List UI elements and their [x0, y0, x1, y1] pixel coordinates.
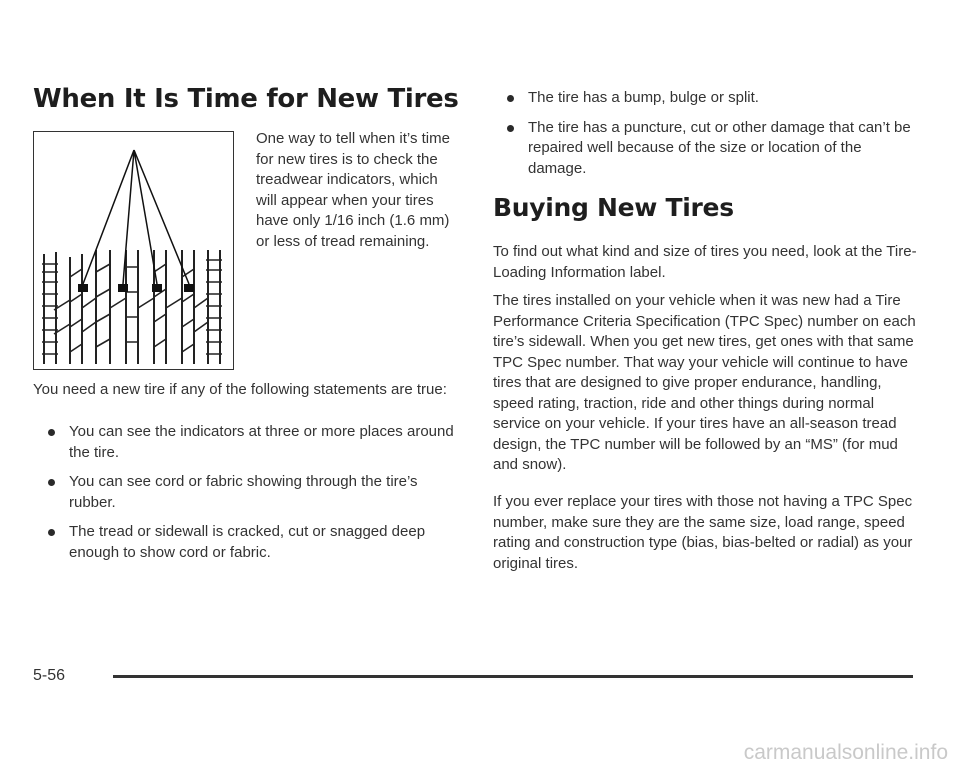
list-item: The tire has a bump, bulge or split.: [497, 88, 917, 109]
tire-damage-conditions-list: [497, 88, 917, 188]
treadwear-indicator-illustration: [33, 131, 234, 370]
tire-replacement-conditions-list: [38, 422, 468, 572]
section-heading-buying-new-tires: Buying New Tires: [493, 193, 734, 222]
lead-paragraph: You need a new tire if any of the following statements are true:: [33, 381, 447, 398]
paragraph-replacement-tires: If you ever replace your tires with those not having a TPC Spec number, make sure they are the same size, load range, speed rating and construction type (bias, bias-belted or radial) as your original tires.: [493, 493, 913, 572]
list-item: The tread or sidewall is cracked, cut or snagged deep enough to show cord or fabric.: [38, 522, 468, 563]
page-number: 5-56: [33, 667, 66, 684]
list-item: The tire has a puncture, cut or other damage that can’t be repaired well because of the size or location of the damage.: [497, 118, 917, 180]
footer-rule: [113, 675, 913, 678]
section-heading-new-tires: When It Is Time for New Tires: [33, 84, 459, 114]
watermark: carmanualsonline.info: [743, 741, 948, 764]
paragraph-tire-loading-label: To find out what kind and size of tires you need, look at the Tire-Loading Information label.: [493, 243, 917, 281]
list-item: You can see the indicators at three or more places around the tire.: [38, 422, 468, 463]
list-item: You can see cord or fabric showing through the tire’s rubber.: [38, 472, 468, 513]
figure-caption: One way to tell when it’s time for new tires is to check the treadwear indicators, which will appear when your tires have only 1/16 inch (1.6 mm) or less of tread remaining.: [256, 130, 450, 250]
paragraph-tpc-spec: The tires installed on your vehicle when it was new had a Tire Performance Criteria Specification (TPC Spec) number on each tire’s sidewall. When you get new tires, get ones with that same TPC Spec number. That way your vehicle will continue to have tires that are designed to give proper endurance, handling, speed rating, traction, ride and other things during normal service on your vehicle. If your tires have an all-season tread design, the TPC number will be followed by an “MS” (for mud and snow).: [493, 292, 916, 473]
